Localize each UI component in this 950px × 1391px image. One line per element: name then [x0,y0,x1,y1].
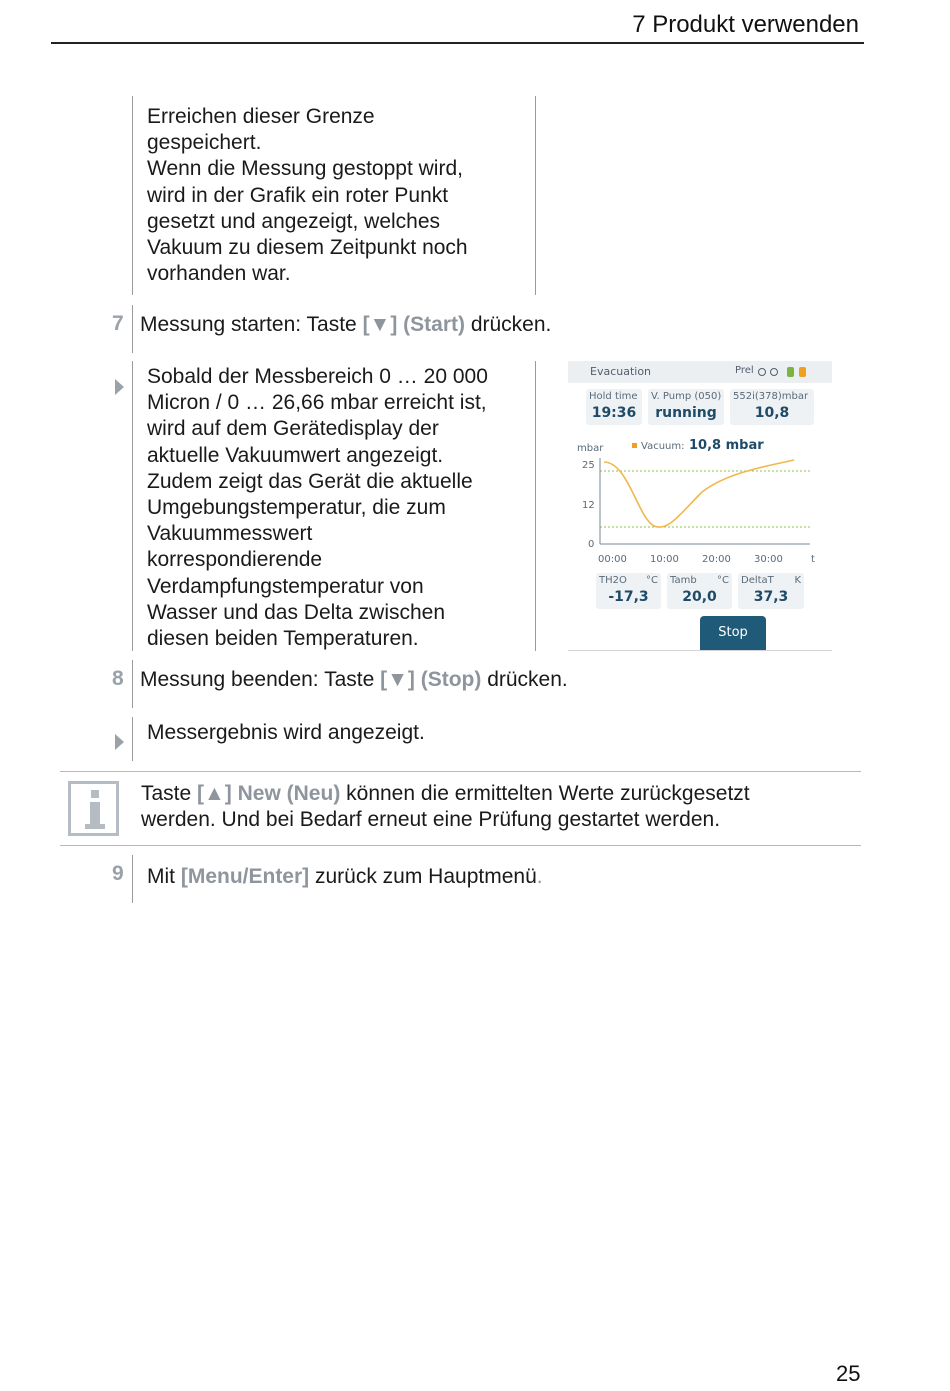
intro-line: gespeichert. [147,131,262,155]
step9-instruction: Mit [Menu/Enter] zurück zum Hauptmenü. [147,865,543,888]
result-line: korrespondierende [147,548,323,572]
intro-line: Erreichen dieser Grenze [147,105,375,128]
hold-time-tile: Hold time 19:36 [586,389,642,425]
step-number-7: 7 [112,312,124,335]
intro-text [147,104,468,287]
x-tick-label: 20:00 [702,554,731,565]
vacuum-curve [604,460,794,527]
result-line: aktuelle Vakuumwert angezeigt. [147,443,444,467]
info-bottom-rule [60,845,861,846]
vacuum-pump-tile: V. Pump (050) running [648,389,724,425]
intro-line: Vakuum zu diesem Zeitpunkt noch [147,236,468,260]
x-axis-label: t [811,554,815,565]
header-rule [51,42,864,44]
result-line: Sobald der Messbereich 0 … 20 000 [147,365,488,388]
step8-result-rule [132,717,133,761]
chart-legend-label: Vacuum: [641,441,685,452]
battery-icon [787,367,794,377]
x-tick-label: 30:00 [754,554,783,565]
step7-result-right-rule [535,361,536,651]
result-line: wird auf dem Gerätedisplay der [147,417,439,441]
chart-unit: mbar [577,443,604,454]
intro-line: gesetzt und angezeigt, welches [147,209,441,233]
step7-result-left-rule [132,361,133,651]
step7-result-text [147,364,488,652]
new-key: [▲] New (Neu) [197,782,341,805]
step-number-9: 9 [112,862,124,885]
page-header-title: 7 Produkt verwenden [632,11,859,38]
step8-rule [132,660,133,708]
device-display [568,361,832,651]
warning-icon [799,367,806,377]
y-tick-label: 0 [588,539,595,550]
device-status-bar [568,361,832,383]
intro-right-rule [535,96,536,295]
result-line: Umgebungstemperatur, die zum [147,496,446,520]
result-line: Micron / 0 … 26,66 mbar erreicht ist, [147,391,487,415]
intro-left-rule [132,96,133,295]
start-key: [▼] (Start) [362,313,465,336]
result-arrow-icon [115,379,124,395]
step7-rule [132,305,133,353]
step-number-8: 8 [112,667,124,690]
step7-instruction: Messung starten: Taste [▼] (Start) drücken. [140,313,552,336]
chart-legend-value: 10,8 mbar [689,438,764,453]
info-top-rule [60,771,861,772]
result-line: diesen beiden Temperaturen. [147,627,419,651]
result-arrow-icon [115,734,124,750]
result-line: Vakuummesswert [147,522,313,546]
device-status-text: Prel [735,365,754,376]
y-tick-label: 25 [582,460,595,471]
result-line: Wasser und das Delta zwischen [147,600,446,624]
settings-icon [770,368,778,376]
intro-line: Wenn die Messung gestoppt wird, [147,157,463,181]
result-line: Verdampfungstemperatur von [147,574,424,598]
step8-result-text: Messergebnis wird angezeigt. [147,721,425,744]
info-icon [68,781,119,836]
tamb-tile: Tamb °C 20,0 [667,573,732,609]
th2o-tile: TH2O °C -17,3 [596,573,661,609]
stop-key: [▼] (Stop) [380,668,482,691]
page-number: 25 [836,1361,861,1386]
result-line: Zudem zeigt das Gerät die aktuelle [147,469,473,493]
bluetooth-icon [758,368,766,376]
chart-legend-icon [632,443,637,448]
x-tick-label: 10:00 [650,554,679,565]
intro-line: wird in der Grafik ein roter Punkt [147,183,449,207]
intro-line: vorhanden war. [147,262,291,286]
stop-button[interactable]: Stop [700,616,766,650]
device-title: Evacuation [590,365,652,378]
step8-instruction: Messung beenden: Taste [▼] (Stop) drücken. [140,668,568,691]
vacuum-chart [568,436,832,566]
deltat-tile: DeltaT K 37,3 [738,573,804,609]
step9-rule [132,855,133,903]
menu-enter-key: [Menu/Enter] [180,865,310,888]
info-text: Taste [▲] New (Neu) können die ermittelten Werte zurückgesetzt werden. Und bei Bedarf erneut eine Prüfung gestartet werden. [141,782,750,832]
y-tick-label: 12 [582,500,595,511]
x-tick-label: 00:00 [598,554,627,565]
pressure-tile: 552i(378)mbar 10,8 [730,389,814,425]
